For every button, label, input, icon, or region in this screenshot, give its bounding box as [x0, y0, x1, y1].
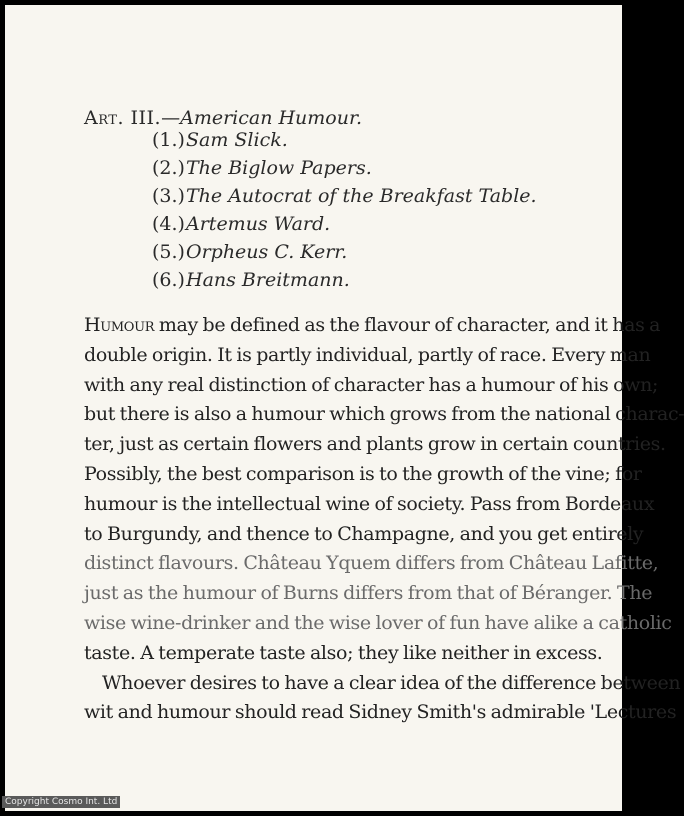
body-line: Possibly, the best comparison is to the growth of the vine; for: [84, 462, 642, 485]
reviewed-work-title: The Autocrat of the Breakfast Table.: [186, 185, 537, 207]
opening-word: Humour: [84, 314, 155, 336]
reviewed-work-item: [152, 266, 537, 294]
body-line: Whoever desires to have a clear idea of the difference between: [102, 671, 681, 694]
body-line: ter, just as certain flowers and plants grow in certain countries.: [84, 433, 666, 456]
reviewed-work-number: (4.): [152, 213, 185, 235]
reviewed-work-title: Hans Breitmann.: [186, 269, 350, 291]
body-line: humour is the intellectual wine of society. Pass from Bordeaux: [84, 492, 655, 515]
copyright-watermark: Copyright Cosmo Int. Ltd: [2, 796, 120, 808]
document-page: [5, 5, 684, 811]
body-line: distinct flavours. Château Yquem differs from Château Lafitte,: [84, 552, 659, 575]
body-line: but there is also a humour which grows from the national charac-: [84, 403, 684, 426]
body-line: just as the humour of Burns differs from that of Béranger. The: [84, 582, 653, 605]
article-title: American Humour.: [180, 107, 363, 129]
reviewed-work-title: Artemus Ward.: [186, 213, 331, 235]
reviewed-work-item: [152, 182, 537, 210]
reviewed-work-number: (3.): [152, 185, 185, 207]
body-line-text: may be defined as the flavour of character, and it has a: [154, 314, 661, 336]
body-line: [84, 311, 661, 341]
reviewed-work-item: [152, 154, 537, 182]
article-label: Art. III.: [84, 107, 162, 129]
article-body: [84, 311, 684, 728]
reviewed-work-title: Orpheus C. Kerr.: [186, 241, 348, 263]
reviewed-work-number: (2.): [152, 157, 185, 179]
reviewed-work-title: The Biglow Papers.: [186, 157, 372, 179]
body-line: wise wine-drinker and the wise lover of fun have alike a catholic: [84, 611, 672, 634]
reviewed-work-item: [152, 126, 537, 154]
reviewed-work-number: (5.): [152, 241, 185, 263]
body-line: double origin. It is partly individual, partly of race. Every man: [84, 343, 651, 366]
reviewed-works-list: [152, 126, 537, 294]
body-line: wit and humour should read Sidney Smith's admirable 'Lectures: [84, 701, 677, 724]
body-line: with any real distinction of character has a humour of his own;: [84, 373, 659, 396]
reviewed-work-number: (6.): [152, 269, 185, 291]
reviewed-work-item: [152, 238, 537, 266]
body-line: to Burgundy, and thence to Champagne, and you get entirely: [84, 522, 644, 545]
body-line: taste. A temperate taste also; they like neither in excess.: [84, 641, 603, 664]
article-dash: —: [161, 107, 181, 129]
reviewed-work-item: [152, 210, 537, 238]
reviewed-work-number: (1.): [152, 129, 185, 151]
reviewed-work-title: Sam Slick.: [186, 129, 288, 151]
